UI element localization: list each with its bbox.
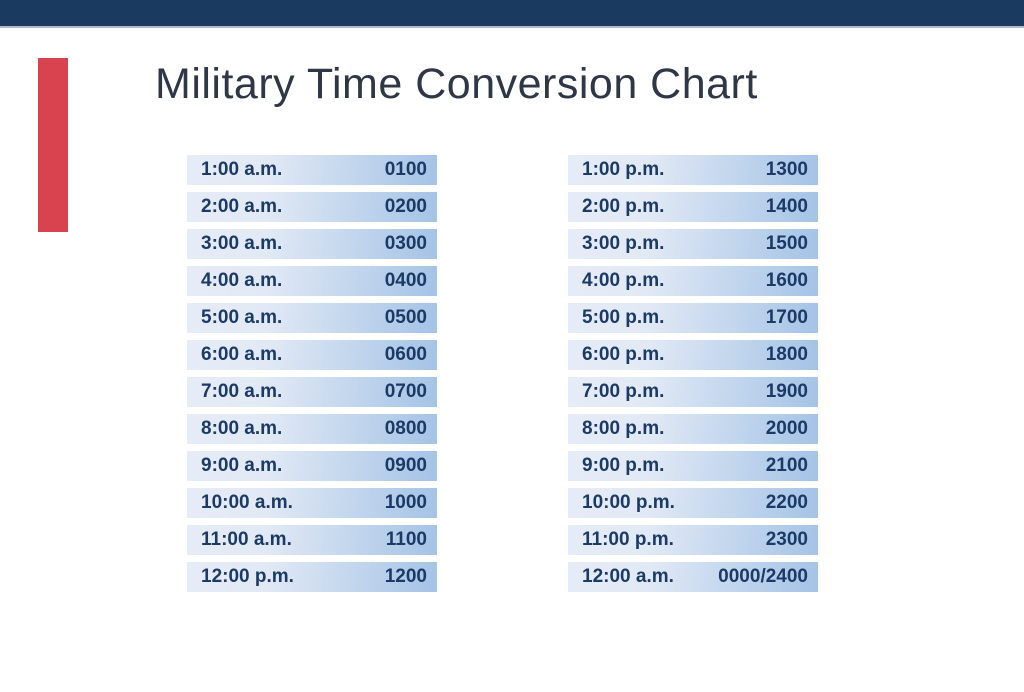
standard-time-label: 12:00 p.m. xyxy=(201,566,294,587)
military-time-value: 1000 xyxy=(384,492,427,513)
military-time-value: 0900 xyxy=(384,455,427,476)
conversion-row xyxy=(187,303,437,333)
standard-time-label: 2:00 a.m. xyxy=(201,196,283,217)
conversion-row xyxy=(187,377,437,407)
conversion-row xyxy=(187,562,437,592)
top-accent-bar xyxy=(0,0,1024,28)
military-time-value: 1200 xyxy=(384,566,427,587)
standard-time-label: 12:00 a.m. xyxy=(582,566,674,587)
conversion-row xyxy=(187,488,437,518)
military-time-value: 1900 xyxy=(765,381,808,402)
conversion-row xyxy=(568,303,818,333)
conversion-row xyxy=(568,377,818,407)
military-time-value: 0000/2400 xyxy=(718,566,808,587)
conversion-row xyxy=(187,266,437,296)
military-time-value: 1600 xyxy=(765,270,808,291)
conversion-row xyxy=(568,229,818,259)
conversion-column-pm xyxy=(568,155,818,599)
conversion-row xyxy=(568,155,818,185)
standard-time-label: 8:00 p.m. xyxy=(582,418,665,439)
conversion-row xyxy=(187,451,437,481)
conversion-row xyxy=(187,229,437,259)
conversion-row xyxy=(568,414,818,444)
military-time-value: 2200 xyxy=(765,492,808,513)
standard-time-label: 1:00 p.m. xyxy=(582,159,665,180)
standard-time-label: 5:00 p.m. xyxy=(582,307,665,328)
military-time-value: 2100 xyxy=(765,455,808,476)
military-time-value: 0500 xyxy=(384,307,427,328)
military-time-value: 0600 xyxy=(384,344,427,365)
conversion-column-am xyxy=(187,155,437,599)
military-time-value: 0300 xyxy=(384,233,427,254)
red-accent-bar xyxy=(38,58,68,232)
standard-time-label: 1:00 a.m. xyxy=(201,159,283,180)
conversion-row xyxy=(187,414,437,444)
standard-time-label: 4:00 a.m. xyxy=(201,270,283,291)
military-time-value: 0800 xyxy=(384,418,427,439)
conversion-row xyxy=(568,488,818,518)
standard-time-label: 6:00 a.m. xyxy=(201,344,283,365)
standard-time-label: 3:00 p.m. xyxy=(582,233,665,254)
military-time-value: 0100 xyxy=(384,159,427,180)
standard-time-label: 5:00 a.m. xyxy=(201,307,283,328)
standard-time-label: 7:00 p.m. xyxy=(582,381,665,402)
standard-time-label: 6:00 p.m. xyxy=(582,344,665,365)
conversion-row xyxy=(187,155,437,185)
military-time-value: 2300 xyxy=(765,529,808,550)
military-time-value: 0400 xyxy=(384,270,427,291)
standard-time-label: 11:00 p.m. xyxy=(582,529,674,550)
conversion-row xyxy=(568,192,818,222)
military-time-value: 1400 xyxy=(765,196,808,217)
standard-time-label: 7:00 a.m. xyxy=(201,381,283,402)
standard-time-label: 10:00 p.m. xyxy=(582,492,675,513)
standard-time-label: 4:00 p.m. xyxy=(582,270,665,291)
military-time-value: 1700 xyxy=(765,307,808,328)
standard-time-label: 3:00 a.m. xyxy=(201,233,283,254)
military-time-value: 1500 xyxy=(765,233,808,254)
standard-time-label: 11:00 a.m. xyxy=(201,529,292,550)
military-time-value: 1300 xyxy=(765,159,808,180)
standard-time-label: 9:00 p.m. xyxy=(582,455,665,476)
standard-time-label: 8:00 a.m. xyxy=(201,418,283,439)
military-time-value: 2000 xyxy=(765,418,808,439)
military-time-value: 1800 xyxy=(765,344,808,365)
conversion-row xyxy=(187,192,437,222)
conversion-row xyxy=(568,340,818,370)
conversion-row xyxy=(568,562,818,592)
military-time-value: 0200 xyxy=(384,196,427,217)
conversion-row xyxy=(568,525,818,555)
conversion-row xyxy=(187,340,437,370)
standard-time-label: 9:00 a.m. xyxy=(201,455,283,476)
conversion-row xyxy=(568,266,818,296)
military-time-value: 0700 xyxy=(384,381,427,402)
standard-time-label: 2:00 p.m. xyxy=(582,196,665,217)
conversion-row xyxy=(568,451,818,481)
military-time-value: 1100 xyxy=(385,529,427,550)
conversion-row xyxy=(187,525,437,555)
page-title: Military Time Conversion Chart xyxy=(155,60,758,108)
standard-time-label: 10:00 a.m. xyxy=(201,492,293,513)
